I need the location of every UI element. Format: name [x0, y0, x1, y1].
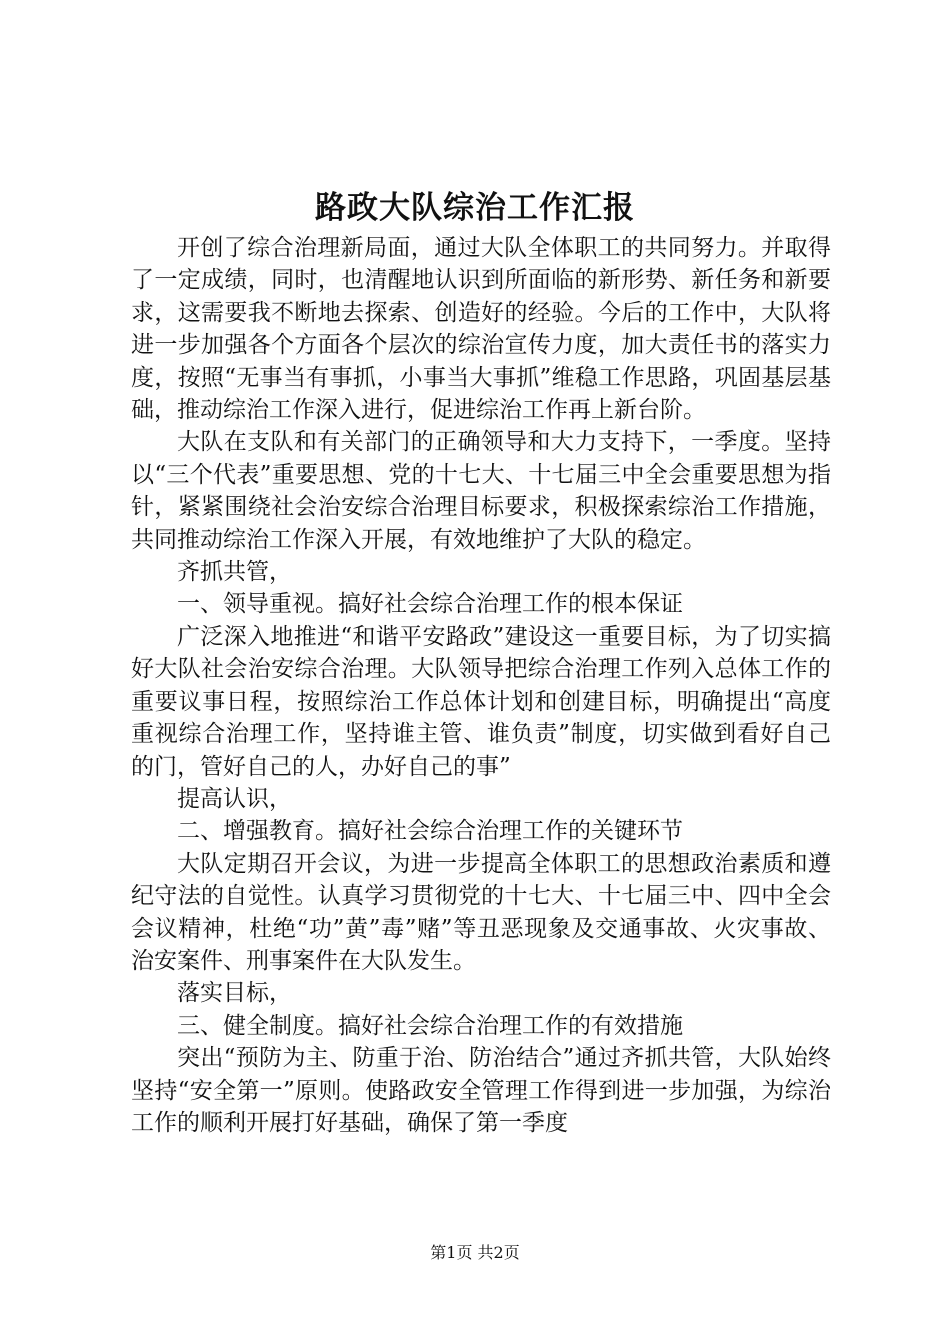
document-body [131, 232, 831, 1139]
section-heading: 三、健全制度。搞好社会综合治理工作的有效措施 [177, 1012, 683, 1039]
paragraph: 齐抓共管， [177, 559, 292, 586]
paragraph: 提高认识， [177, 785, 292, 812]
paragraph: 大队在支队和有关部门的正确领导和大力支持下，一季度。坚持以“三个代表”重要思想、党的十七大、十七届三中全会重要思想为指针，紧紧围绕社会治安综合治理目标要求，积极探索综治工作措施，共同推动综治工作深入开展，有效地维护了大队的稳定。 [131, 429, 831, 553]
paragraph: 广泛深入地推进“和谐平安路政”建设这一重要目标，为了切实搞好大队社会治安综合治理。大队领导把综合治理工作列入总体工作的重要议事日程，按照综治工作总体计划和创建目标，明确提出“高度重视综合治理工作，坚持谁主管、谁负责”制度，切实做到看好自己的门，管好自己的人，办好自己的事” [131, 623, 831, 780]
section-heading: 二、增强教育。搞好社会综合治理工作的关键环节 [177, 818, 683, 845]
paragraph: 大队定期召开会议，为进一步提高全体职工的思想政治素质和遵纪守法的自觉性。认真学习贯彻党的十七大、十七届三中、四中全会会议精神，杜绝“功”黄”毒”赌”等丑恶现象及交通事故、火灾事故、治安案件、刑事案件在大队发生。 [131, 850, 831, 974]
document-title: 路政大队综治工作汇报 [315, 190, 635, 226]
page-footer: 第1页 共2页 [430, 1243, 520, 1262]
paragraph: 落实目标， [177, 980, 292, 1007]
paragraph: 突出“预防为主、防重于治、防治结合”通过齐抓共管，大队始终坚持“安全第一”原则。使路政安全管理工作得到进一步加强，为综治工作的顺利开展打好基础，确保了第一季度 [131, 1045, 831, 1136]
paragraph: 开创了综合治理新局面，通过大队全体职工的共同努力。并取得了一定成绩，同时，也清醒地认识到所面临的新形势、新任务和新要求，这需要我不断地去探索、创造好的经验。今后的工作中，大队将进一步加强各个方面各个层次的综治宣传力度，加大责任书的落实力度，按照“无事当有事抓，小事当大事抓”维稳工作思路，巩固基层基础，推动综治工作深入进行，促进综治工作再上新台阶。 [131, 235, 831, 424]
section-heading: 一、领导重视。搞好社会综合治理工作的根本保证 [177, 591, 683, 618]
